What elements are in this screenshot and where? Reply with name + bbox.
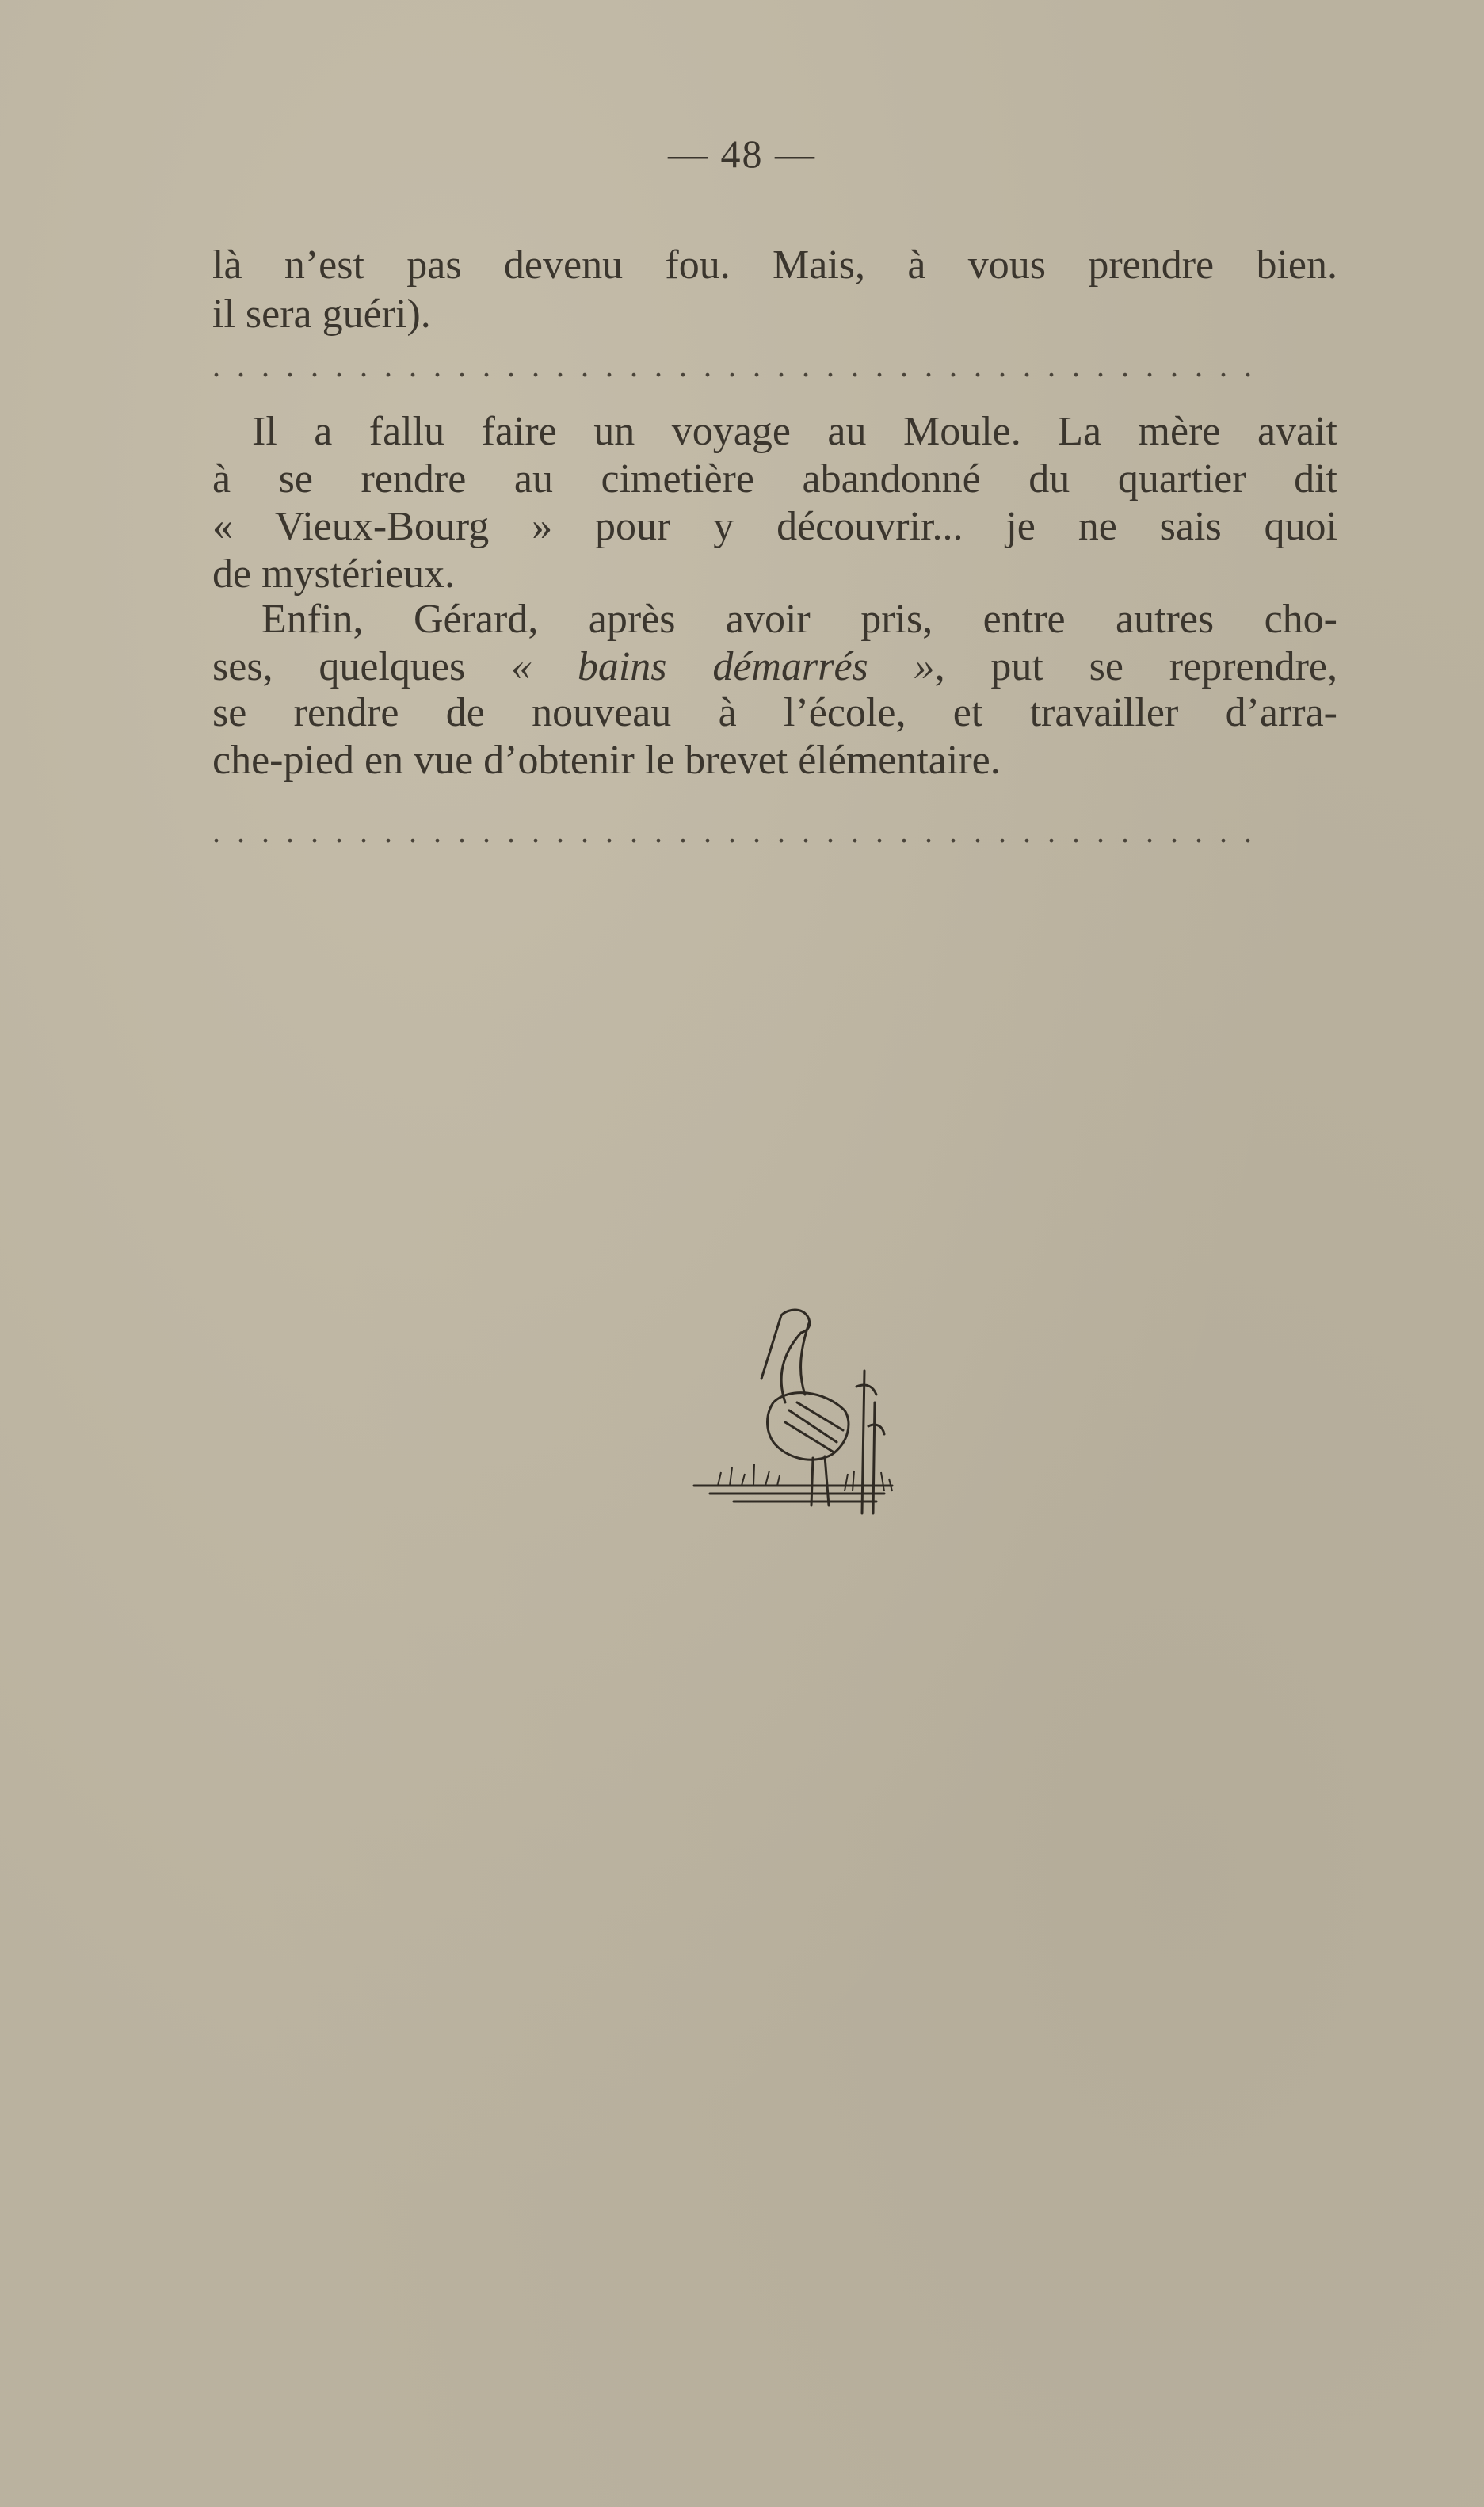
dotted-separator: ........................................... <box>212 348 1268 383</box>
text-line: à se rendre au cimetière abandonné du quartier dit <box>212 456 1337 502</box>
dotted-separator: ........................................... <box>212 814 1268 849</box>
text-line: « Vieux-Bourg » pour y découvrir... je ne sais quoi <box>212 504 1337 549</box>
heron-vignette-icon <box>686 1284 900 1521</box>
text-line: che-pied en vue d’obtenir le brevet élémentaire. <box>212 738 1001 783</box>
text-line: se rendre de nouveau à l’école, et travailler d’arra- <box>212 690 1337 735</box>
text-line: de mystérieux. <box>212 551 456 597</box>
text-line: là n’est pas devenu fou. Mais, à vous prendre bien. <box>212 242 1337 288</box>
text-line-with-quote <box>212 643 1337 691</box>
text-fragment: , put se reprendre, <box>934 644 1337 689</box>
italic-quote: « bains démarrés » <box>511 644 935 689</box>
text-fragment: ses, quelques <box>212 644 512 689</box>
text-line: Enfin, Gérard, après avoir pris, entre autres cho- <box>261 597 1337 642</box>
page-number: — 48 — <box>668 132 816 176</box>
text-line: Il a fallu faire un voyage au Moule. La mère avait <box>252 409 1337 454</box>
text-line: il sera guéri). <box>212 292 431 337</box>
